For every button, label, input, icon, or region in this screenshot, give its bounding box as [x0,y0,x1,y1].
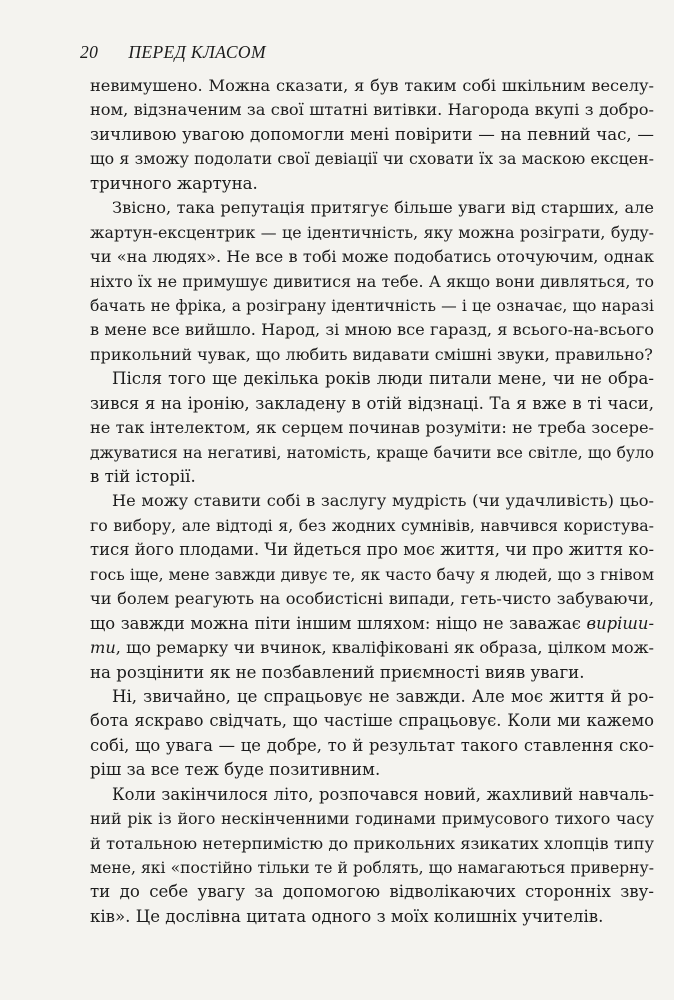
text-line: не так інтелектом, як серцем починав розуміти: не треба зосере- [90,418,654,438]
emphasized-word: виріши- [586,613,654,633]
text-line: прикольний чувак, що любить видавати смішні звуки, правильно? [90,344,653,364]
text-line: ти до себе увагу за допомогою відволікаючих сторонніх зву- [90,882,654,902]
text-line: зичливою увагою допомогли мені повірити — на певний час, — [90,124,654,144]
running-header [80,42,266,63]
text-line: тричного жартуна. [90,173,258,193]
body-text [90,74,654,929]
text-line: Не можу ставити собі в заслугу мудрість (чи удачливість) цьо- [112,491,654,511]
running-title: ПЕРЕД КЛАСОМ [128,42,266,62]
text-line: ріш за все теж буде позитивним. [90,760,381,780]
text-line: на розцінити як не позбавлений приємності вияв уваги. [90,662,585,682]
text-line: в тій історії. [90,467,196,486]
text-line: го вибору, але відтоді я, без жодних сумнівів, навчився користува- [90,515,654,535]
text-line: ном, відзначеним за свої штатні витівки. Нагорода вкупі з добро- [90,100,654,120]
text-line: що я зможу подолати свої девіації чи сховати їх за маскою ексцен- [90,149,654,169]
text-line: чи «на людях». Не все в тобі може подобатись оточуючим, однак [90,247,654,267]
text-line: тися його плодами. Чи йдеться про моє життя, чи про життя ко- [90,540,654,560]
text-line: Ні, звичайно, це спрацьовує не завжди. Але моє життя й ро- [112,686,654,706]
text-line: гось іще, мене завжди дивує те, як часто бачу я людей, що з гнівом [90,565,654,584]
text-line: джуватися на негативі, натомість, краще бачити все світле, що було [90,443,654,462]
page-number: 20 [80,42,99,62]
text-line: Після того ще декілька років люди питали мене, чи не обра- [112,369,654,389]
text-line: ніхто їх не примушує дивитися на тебе. А якщо вони дивляться, то [90,271,654,291]
text-line: жартун-ексцентрик — це ідентичність, яку можна розіграти, буду- [90,222,654,242]
text-line: Коли закінчилося літо, розпочався новий, жахливий навчаль- [112,784,654,804]
text-line: собі, що увага — це добре, то й результат такого ставлення ско- [90,735,654,755]
text-line: що завжди можна піти іншим шляхом: ніщо не заважає виріши- [90,613,654,633]
text-line: ти, що ремарку чи вчинок, кваліфіковані як образа, цілком мож- [90,638,654,658]
text-line: ний рік із його нескінченними годинами примусового тихого часу [90,809,654,829]
text-line: бота яскраво свідчать, що частіше спрацьовує. Коли ми кажемо [90,711,654,731]
text-line: Звісно, така репутація притягує більше уваги від старших, але [112,198,654,218]
text-line: бачать не фріка, а розіграну ідентичність — і це означає, що наразі [90,296,654,315]
text-line: й тотальною нетерпимістю до прикольних язикатих хлопців типу [90,833,654,853]
text-line: мене, які «постійно тільки те й роблять, що намагаються приверну- [90,859,654,877]
text-line: невимушено. Можна сказати, я був таким собі шкільним веселу- [90,76,654,95]
text-line: в мене все вийшло. Народ, зі мною все гаразд, я всього-на-всього [90,320,654,340]
text-line: ків». Це дослівна цитата одного з моїх колишніх учителів. [90,906,604,926]
text-line: зився я на іронію, закладену в отій відзнаці. Та я вже в ті часи, [90,393,654,413]
emphasized-word: ти [90,638,116,658]
text-line: чи болем реагують на особистісні випади, геть-чисто забуваючи, [90,589,654,609]
